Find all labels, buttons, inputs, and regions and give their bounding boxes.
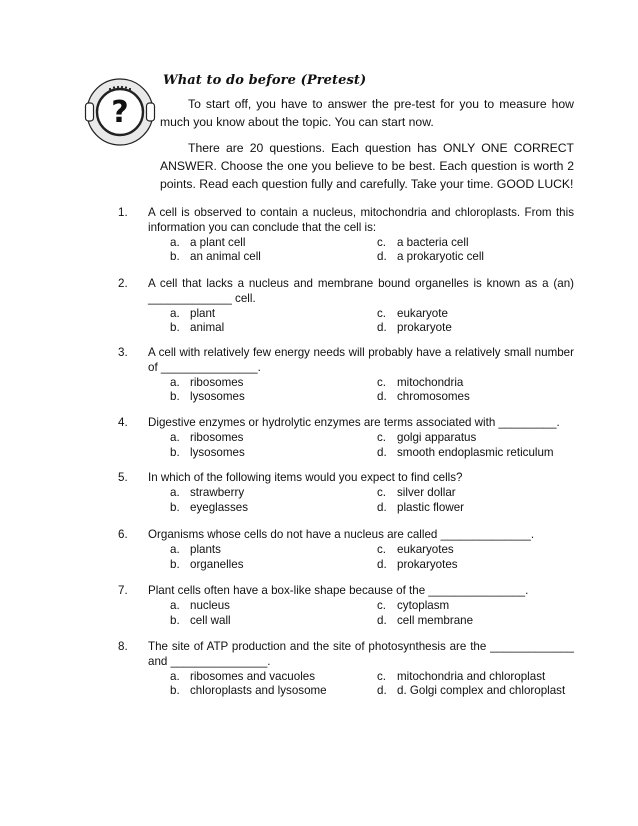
option-b[interactable]: b. animal	[170, 321, 225, 335]
option-c[interactable]: c. a bacteria cell	[377, 235, 469, 249]
section-heading: What to do before (Pretest)	[163, 73, 367, 88]
intro-paragraph-2-text: There are 20 questions. Each question has ONLY ONE CORRECT ANSWER. Choose the one you believe to be best. Each question is worth 2 points. Read each question fully and carefully. Take your time. GOOD LUCK!	[160, 141, 574, 191]
option-c[interactable]: c. silver dollar	[377, 485, 456, 499]
question-number: 2.	[118, 277, 128, 290]
intro-paragraph-2	[160, 139, 574, 193]
option-b[interactable]: b. cell wall	[170, 613, 231, 627]
option-d[interactable]: d. cell membrane	[377, 613, 474, 627]
option-b[interactable]: b. lysosomes	[170, 445, 245, 459]
question-text: Organisms whose cells do not have a nucleus are called ______________.	[148, 528, 535, 541]
question-3	[118, 346, 574, 405]
question-7	[118, 584, 574, 628]
question-number: 1.	[118, 206, 128, 219]
option-c[interactable]: c. mitochondria	[377, 375, 464, 389]
question-5	[118, 471, 574, 515]
option-d[interactable]: d. plastic flower	[377, 500, 465, 514]
question-text: The site of ATP production and the site of photosynthesis are the _____________ and _______________.	[148, 640, 574, 668]
option-d[interactable]: d. smooth endoplasmic reticulum	[377, 445, 554, 459]
question-text: In which of the following items would you expect to find cells?	[148, 471, 463, 484]
option-c[interactable]: c. eukaryotes	[377, 542, 454, 556]
option-c[interactable]: c. cytoplasm	[377, 598, 450, 612]
question-number: 4.	[118, 416, 128, 429]
question-8	[118, 640, 574, 699]
option-d[interactable]: d. a prokaryotic cell	[377, 250, 484, 264]
question-number: 3.	[118, 346, 128, 359]
option-a[interactable]: a. ribosomes	[170, 430, 244, 444]
option-a[interactable]: a. a plant cell	[170, 235, 246, 249]
question-number: 7.	[118, 584, 128, 597]
option-a[interactable]: a. plants	[170, 542, 221, 556]
question-text: Plant cells often have a box-like shape because of the _______________.	[148, 584, 529, 597]
question-1	[118, 206, 574, 265]
question-text: A cell that lacks a nucleus and membrane bound organelles is known as a (an) _____________ cell.	[148, 277, 574, 305]
option-c[interactable]: c. mitochondria and chloroplast	[377, 669, 546, 683]
intro-paragraph-1	[160, 95, 574, 131]
option-b[interactable]: b. an animal cell	[170, 250, 261, 264]
option-d[interactable]: d. chromosomes	[377, 390, 470, 404]
option-c[interactable]: c. eukaryote	[377, 306, 448, 320]
option-b[interactable]: b. lysosomes	[170, 390, 245, 404]
option-b[interactable]: b. organelles	[170, 557, 244, 571]
option-a[interactable]: a. strawberry	[170, 485, 245, 499]
question-text: A cell with relatively few energy needs will probably have a relatively small number of _______________.	[148, 346, 574, 374]
option-b[interactable]: b. chloroplasts and lysosome	[170, 684, 327, 698]
option-d[interactable]: d. prokaryote	[377, 321, 452, 335]
question-4	[118, 416, 574, 460]
question-text: Digestive enzymes or hydrolytic enzymes are terms associated with _________.	[148, 416, 560, 429]
option-a[interactable]: a. plant	[170, 306, 216, 320]
option-a[interactable]: a. ribosomes	[170, 375, 244, 389]
question-number: 5.	[118, 471, 128, 484]
option-a[interactable]: a. ribosomes and vacuoles	[170, 669, 316, 683]
option-b[interactable]: b. eyeglasses	[170, 500, 249, 514]
option-c[interactable]: c. golgi apparatus	[377, 430, 477, 444]
option-a[interactable]: a. nucleus	[170, 598, 230, 612]
question-6	[118, 528, 574, 572]
question-mark-head-icon	[84, 76, 156, 148]
question-2	[118, 277, 574, 336]
question-text: A cell is observed to contain a nucleus, mitochondria and chloroplasts. From this information you can conclude that the cell is:	[148, 206, 574, 234]
question-number: 8.	[118, 640, 128, 653]
option-d[interactable]: d. prokaryotes	[377, 557, 458, 571]
svg-text:?: ?	[111, 95, 129, 130]
intro-paragraph-1-text: To start off, you have to answer the pre-test for you to measure how much you know about the topic. You can start now.	[160, 97, 574, 129]
option-d[interactable]: d. d. Golgi complex and chloroplast	[377, 684, 566, 698]
question-number: 6.	[118, 528, 128, 541]
